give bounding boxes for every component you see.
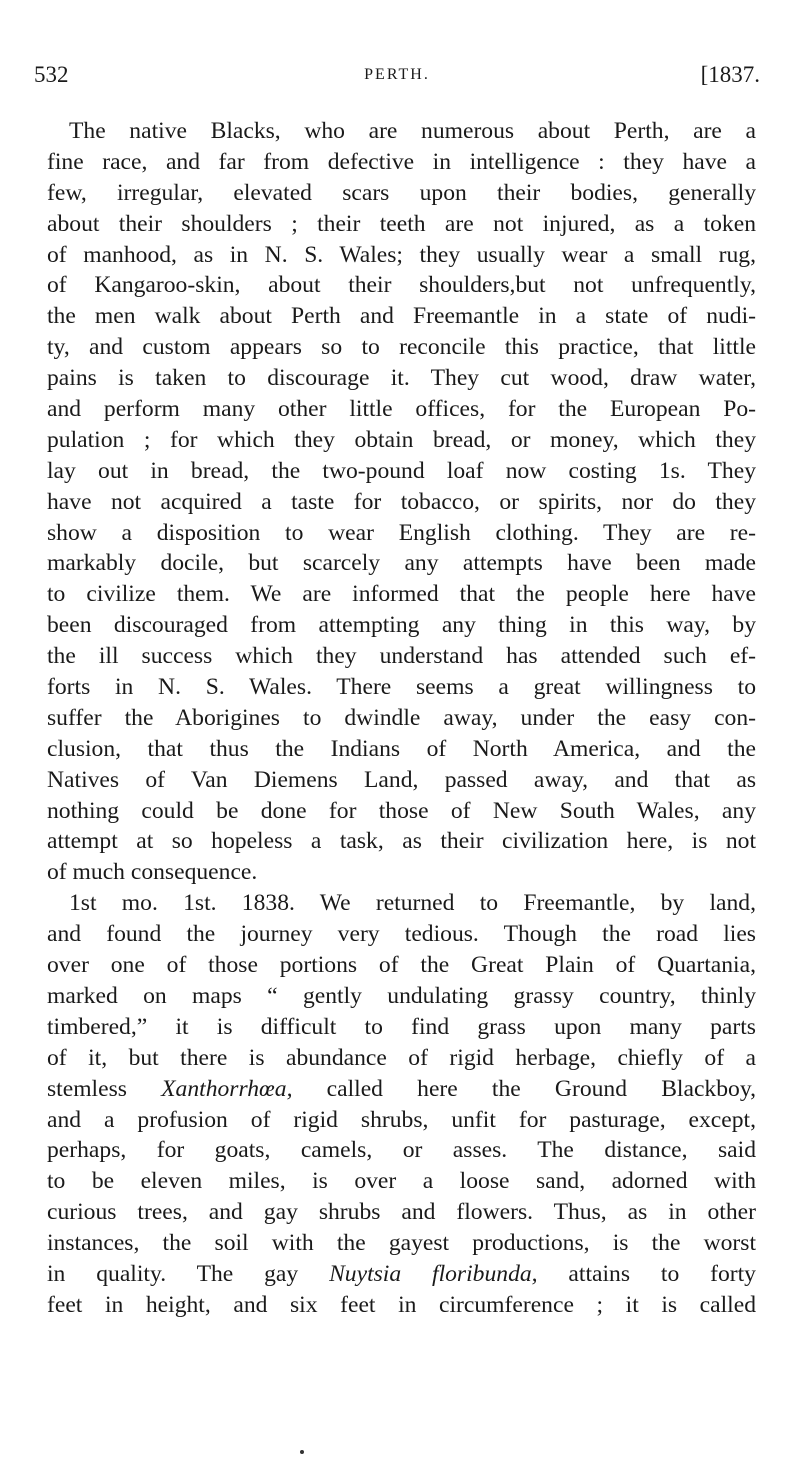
running-year: [1837. (700, 62, 760, 87)
text-line: fine race, and far from defective in intelligence : they have a (47, 148, 756, 175)
text-line: and perform many other little offices, for the European Po- (47, 396, 756, 423)
text-line: nothing could be done for those of New South Wales, any (47, 797, 756, 824)
text-line: and found the journey very tedious. Though the road lies (47, 921, 756, 948)
text-fragment: called here the Ground Blackboy, (292, 1075, 756, 1102)
text-line: few, irregular, elevated scars upon their bodies, generally (47, 179, 756, 206)
text-line: ty, and custom appears so to reconcile this practice, that little (47, 334, 756, 361)
text-line: of much consequence. (47, 859, 258, 886)
text-line: markably docile, but scarcely any attempts have been made (47, 550, 756, 577)
text-line: of manhood, as in N. S. Wales; they usually wear a small rug, (47, 241, 756, 268)
text-line: the men walk about Perth and Freemantle in a state of nudi- (47, 303, 756, 330)
text-fragment: in quality. The gay (47, 1260, 330, 1287)
text-line: attempt at so hopeless a task, as their civilization here, is not (47, 828, 756, 855)
text-line: lay out in bread, the two-pound loaf now costing 1s. They (47, 457, 756, 484)
text-line: the ill success which they understand has attended such ef- (47, 643, 756, 670)
text-fragment: attains to forty (537, 1260, 756, 1287)
text-line: marked on maps “ gently undulating grassy country, thinly (47, 982, 756, 1009)
italic-term: Xanthorrhœa, (161, 1075, 293, 1102)
text-line: have not acquired a taste for tobacco, or spirits, nor do they (47, 488, 756, 515)
text-line: over one of those portions of the Great Plain of Quartania, (47, 952, 756, 979)
ink-speck (300, 1450, 304, 1454)
text-line: Natives of Van Diemens Land, passed away, and that as (47, 766, 756, 793)
text-line-with-italic (47, 1259, 756, 1290)
italic-term: Nuytsia floribunda, (329, 1260, 538, 1287)
text-line: and a profusion of rigid shrubs, unfit for pasturage, except, (47, 1106, 756, 1133)
text-line: of it, but there is abundance of rigid herbage, chiefly of a (47, 1044, 756, 1071)
text-line: been discouraged from attempting any thing in this way, by (47, 612, 756, 639)
text-line: suffer the Aborigines to dwindle away, under the easy con- (47, 704, 756, 731)
text-line: about their shoulders ; their teeth are not injured, as a token (47, 210, 756, 237)
text-line: timbered,” it is difficult to find grass upon many parts (47, 1013, 756, 1040)
text-line: The native Blacks, who are numerous about Perth, are a (69, 118, 756, 144)
text-line: instances, the soil with the gayest productions, is the worst (47, 1230, 756, 1257)
running-head (34, 62, 760, 96)
text-line: clusion, that thus the Indians of North America, and the (47, 735, 756, 762)
text-line: pulation ; for which they obtain bread, or money, which they (47, 426, 756, 453)
text-line: perhaps, for goats, camels, or asses. The distance, said (47, 1137, 756, 1164)
running-title: PERTH. (364, 66, 430, 83)
text-fragment: stemless (47, 1075, 162, 1102)
text-line: forts in N. S. Wales. There seems a great willingness to (47, 674, 756, 701)
text-line-with-italic (47, 1074, 756, 1105)
text-line: show a disposition to wear English clothing. They are re- (47, 519, 756, 546)
text-line: curious trees, and gay shrubs and flowers. Thus, as in other (47, 1199, 756, 1226)
text-line: of Kangaroo-skin, about their shoulders,but not unfrequently, (47, 272, 756, 299)
text-line: 1st mo. 1st. 1838. We returned to Freemantle, by land, (69, 890, 756, 917)
body-text (47, 116, 756, 1321)
text-line: to be eleven miles, is over a loose sand, adorned with (47, 1168, 756, 1195)
text-line: feet in height, and six feet in circumference ; it is called (47, 1291, 756, 1318)
text-line: pains is taken to discourage it. They cut wood, draw water, (47, 365, 756, 392)
page-number: 532 (34, 62, 69, 87)
text-line: to civilize them. We are informed that the people here have (47, 581, 756, 608)
